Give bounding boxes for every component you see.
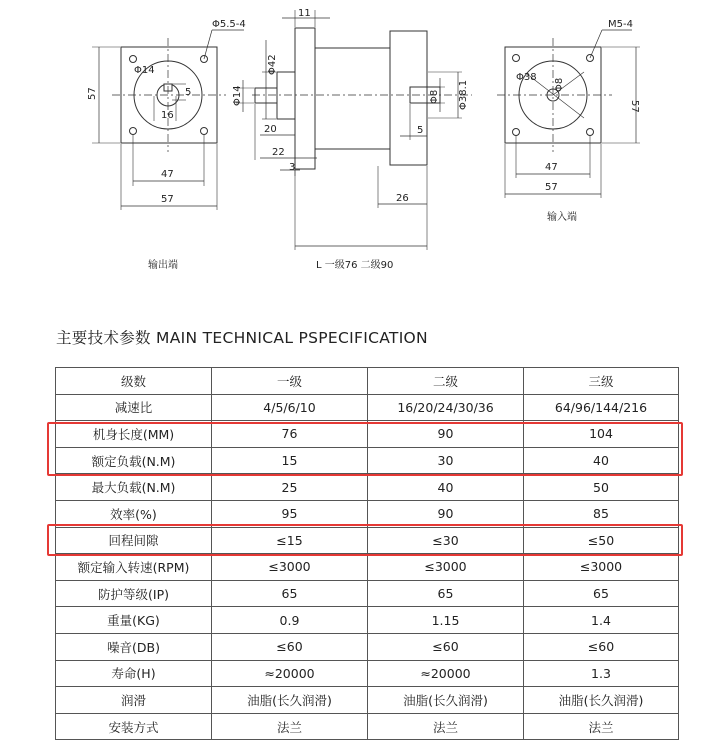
table-cell: 减速比 bbox=[56, 394, 212, 421]
input-26-dim: 26 bbox=[396, 193, 409, 204]
table-cell: ≤15 bbox=[212, 527, 368, 554]
table-cell: 级数 bbox=[56, 368, 212, 395]
table-cell: 回程间隙 bbox=[56, 527, 212, 554]
table-cell: 重量(KG) bbox=[56, 607, 212, 634]
table-row bbox=[56, 580, 679, 607]
output-hole-dim: Φ5.5-4 bbox=[212, 19, 246, 30]
table-cell: ≤3000 bbox=[524, 554, 679, 581]
output-pitch-dim: 47 bbox=[161, 169, 174, 180]
table-row bbox=[56, 474, 679, 501]
table-row bbox=[56, 660, 679, 687]
table-cell: 最大负载(N.M) bbox=[56, 474, 212, 501]
output-height-dim: 57 bbox=[87, 87, 98, 100]
table-cell: ≤3000 bbox=[368, 554, 524, 581]
table-cell: 额定负载(N.M) bbox=[56, 447, 212, 474]
table-cell: 油脂(长久润滑) bbox=[212, 687, 368, 714]
table-row bbox=[56, 687, 679, 714]
highlight-length-load bbox=[47, 422, 683, 476]
table-cell: 90 bbox=[368, 500, 524, 527]
table-cell: 65 bbox=[524, 580, 679, 607]
output-keyheight-dim: 16 bbox=[161, 110, 174, 121]
shaft-20-dim: 20 bbox=[264, 124, 277, 135]
output-end-label: 输出端 bbox=[148, 260, 178, 271]
table-row bbox=[56, 394, 679, 421]
table-cell: 16/20/24/30/36 bbox=[368, 394, 524, 421]
section-title: 主要技术参数 MAIN TECHNICAL PSPECIFICATION bbox=[56, 329, 428, 347]
table-row bbox=[56, 607, 679, 634]
table-row bbox=[56, 554, 679, 581]
highlight-backlash bbox=[47, 524, 683, 556]
table-cell: 法兰 bbox=[524, 713, 679, 740]
input-5-dim: 5 bbox=[417, 125, 424, 136]
technical-drawing bbox=[0, 0, 701, 290]
table-row bbox=[56, 368, 679, 395]
pilot-dia-dim: Φ42 bbox=[267, 54, 278, 75]
table-cell: 4/5/6/10 bbox=[212, 394, 368, 421]
table-cell: 一级 bbox=[212, 368, 368, 395]
table-cell: 1.3 bbox=[524, 660, 679, 687]
table-cell: 0.9 bbox=[212, 607, 368, 634]
table-cell: 76 bbox=[212, 421, 368, 448]
input-end-view bbox=[497, 30, 640, 198]
input-bore-dim: Φ38 bbox=[516, 72, 537, 83]
table-cell: 额定输入转速(RPM) bbox=[56, 554, 212, 581]
shaft-dia-dim: Φ14 bbox=[232, 85, 243, 106]
table-cell: 25 bbox=[212, 474, 368, 501]
table-cell: 30 bbox=[368, 447, 524, 474]
table-cell: 85 bbox=[524, 500, 679, 527]
table-cell: 104 bbox=[524, 421, 679, 448]
flange-thickness-dim: 11 bbox=[298, 8, 311, 19]
table-cell: ≤30 bbox=[368, 527, 524, 554]
table-cell: ≤50 bbox=[524, 527, 679, 554]
table-cell: ≤60 bbox=[212, 633, 368, 660]
table-cell: ≈20000 bbox=[368, 660, 524, 687]
table-cell: 寿命(H) bbox=[56, 660, 212, 687]
table-cell: 95 bbox=[212, 500, 368, 527]
table-cell: ≤60 bbox=[524, 633, 679, 660]
table-cell: 三级 bbox=[524, 368, 679, 395]
input-end-label: 输入端 bbox=[547, 212, 577, 223]
table-cell: 润滑 bbox=[56, 687, 212, 714]
table-cell: 效率(%) bbox=[56, 500, 212, 527]
input-width-dim: 57 bbox=[545, 182, 558, 193]
table-cell: ≤3000 bbox=[212, 554, 368, 581]
table-cell: 机身长度(MM) bbox=[56, 421, 212, 448]
table-cell: ≤60 bbox=[368, 633, 524, 660]
table-cell: 噪音(DB) bbox=[56, 633, 212, 660]
table-cell: 防护等级(IP) bbox=[56, 580, 212, 607]
table-cell: 油脂(长久润滑) bbox=[524, 687, 679, 714]
table-cell: 1.4 bbox=[524, 607, 679, 634]
table-row bbox=[56, 713, 679, 740]
output-width-dim: 57 bbox=[161, 194, 174, 205]
table-cell: 50 bbox=[524, 474, 679, 501]
length-label: L 一级76 二级90 bbox=[316, 260, 394, 271]
shaft-3-dim: 3 bbox=[289, 162, 296, 173]
output-bore-dim: Φ14 bbox=[134, 65, 155, 76]
table-cell: 64/96/144/216 bbox=[524, 394, 679, 421]
table-cell: 15 bbox=[212, 447, 368, 474]
table-row bbox=[56, 633, 679, 660]
input-height-dim: 57 bbox=[629, 100, 640, 113]
table-cell: 90 bbox=[368, 421, 524, 448]
table-cell: 油脂(长久润滑) bbox=[368, 687, 524, 714]
output-key-dim: 5 bbox=[185, 87, 192, 98]
shaft-22-dim: 22 bbox=[272, 147, 285, 158]
table-cell: 40 bbox=[368, 474, 524, 501]
table-cell: 1.15 bbox=[368, 607, 524, 634]
input-phi381-dim: Φ38.1 bbox=[458, 79, 469, 110]
input-thread-dim: M5-4 bbox=[608, 19, 633, 30]
input-pitch-dim: 47 bbox=[545, 162, 558, 173]
table-cell: 法兰 bbox=[212, 713, 368, 740]
input-shaft-dim: Φ8 bbox=[554, 77, 565, 92]
table-cell: 65 bbox=[212, 580, 368, 607]
table-cell: 65 bbox=[368, 580, 524, 607]
table-cell: 法兰 bbox=[368, 713, 524, 740]
table-cell: 二级 bbox=[368, 368, 524, 395]
input-phi8-dim: Φ8 bbox=[429, 89, 440, 104]
table-cell: 安装方式 bbox=[56, 713, 212, 740]
table-cell: 40 bbox=[524, 447, 679, 474]
table-cell: ≈20000 bbox=[212, 660, 368, 687]
